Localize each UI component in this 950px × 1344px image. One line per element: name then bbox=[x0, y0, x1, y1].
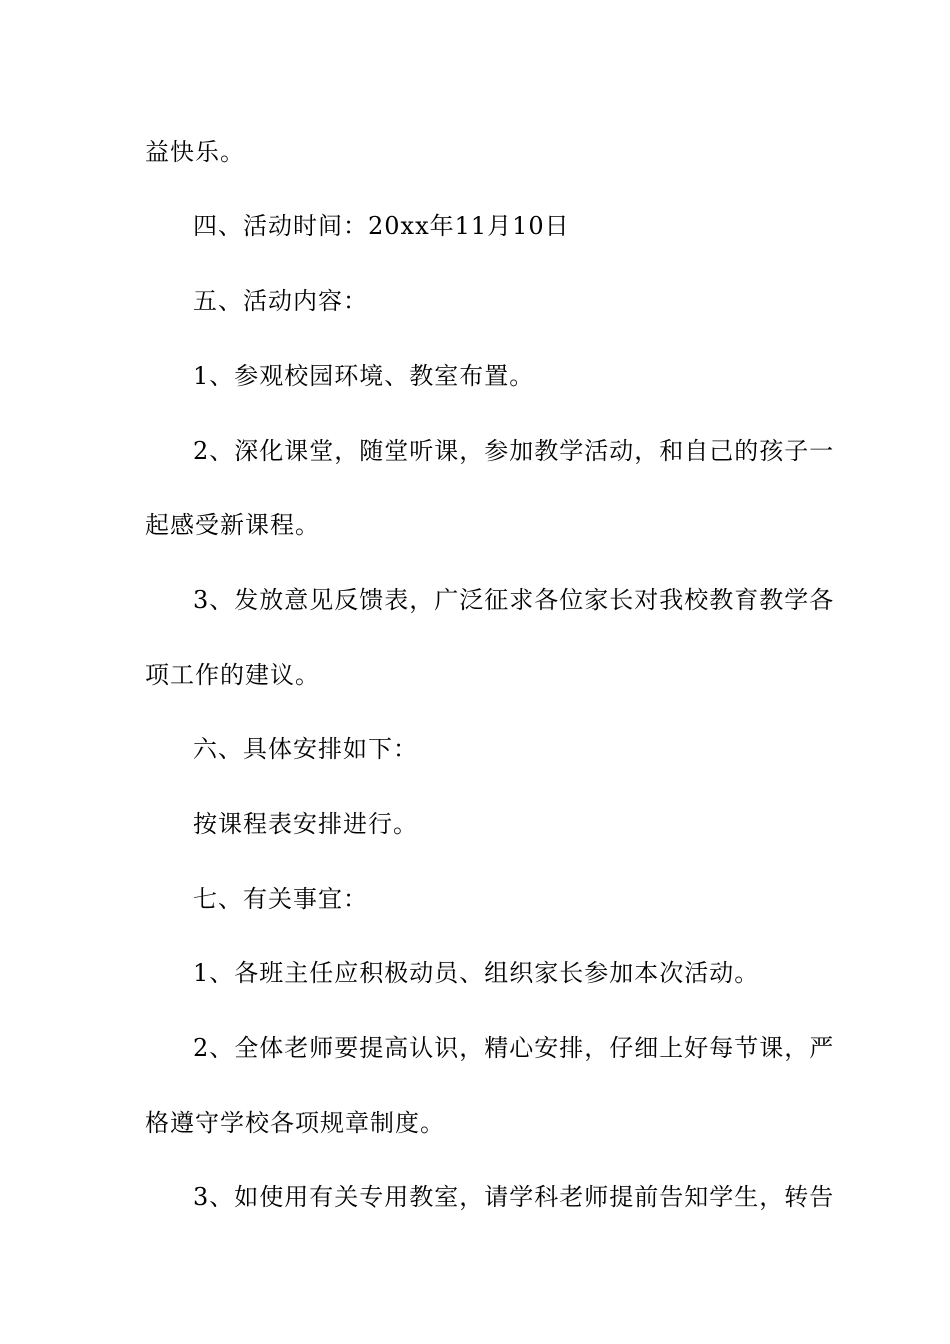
text-line-13: 2、全体老师要提高认识，精心安排，仔细上好每节课，严 bbox=[193, 1034, 835, 1062]
text-line-1: 益快乐。 bbox=[145, 138, 245, 166]
text-line-14: 格遵守学校各项规章制度。 bbox=[145, 1109, 445, 1137]
text-line-12: 1、各班主任应积极动员、组织家长参加本次活动。 bbox=[193, 959, 760, 987]
text-line-8: 项工作的建议。 bbox=[145, 661, 320, 689]
text-line-4: 1、参观校园环境、教室布置。 bbox=[193, 362, 535, 390]
text-line-11: 七、有关事宜： bbox=[193, 885, 368, 913]
text-line-3: 五、活动内容： bbox=[193, 287, 368, 315]
text-line-10: 按课程表安排进行。 bbox=[193, 810, 418, 838]
text-line-6: 起感受新课程。 bbox=[145, 511, 320, 539]
text-line-5: 2、深化课堂，随堂听课，参加教学活动，和自己的孩子一 bbox=[193, 437, 835, 465]
text-line-15: 3、如使用有关专用教室，请学科老师提前告知学生，转告 bbox=[193, 1183, 835, 1211]
text-line-9: 六、具体安排如下： bbox=[193, 735, 418, 763]
text-line-2: 四、活动时间：20xx年11月10日 bbox=[193, 212, 570, 240]
text-line-7: 3、发放意见反馈表，广泛征求各位家长对我校教育教学各 bbox=[193, 586, 835, 614]
